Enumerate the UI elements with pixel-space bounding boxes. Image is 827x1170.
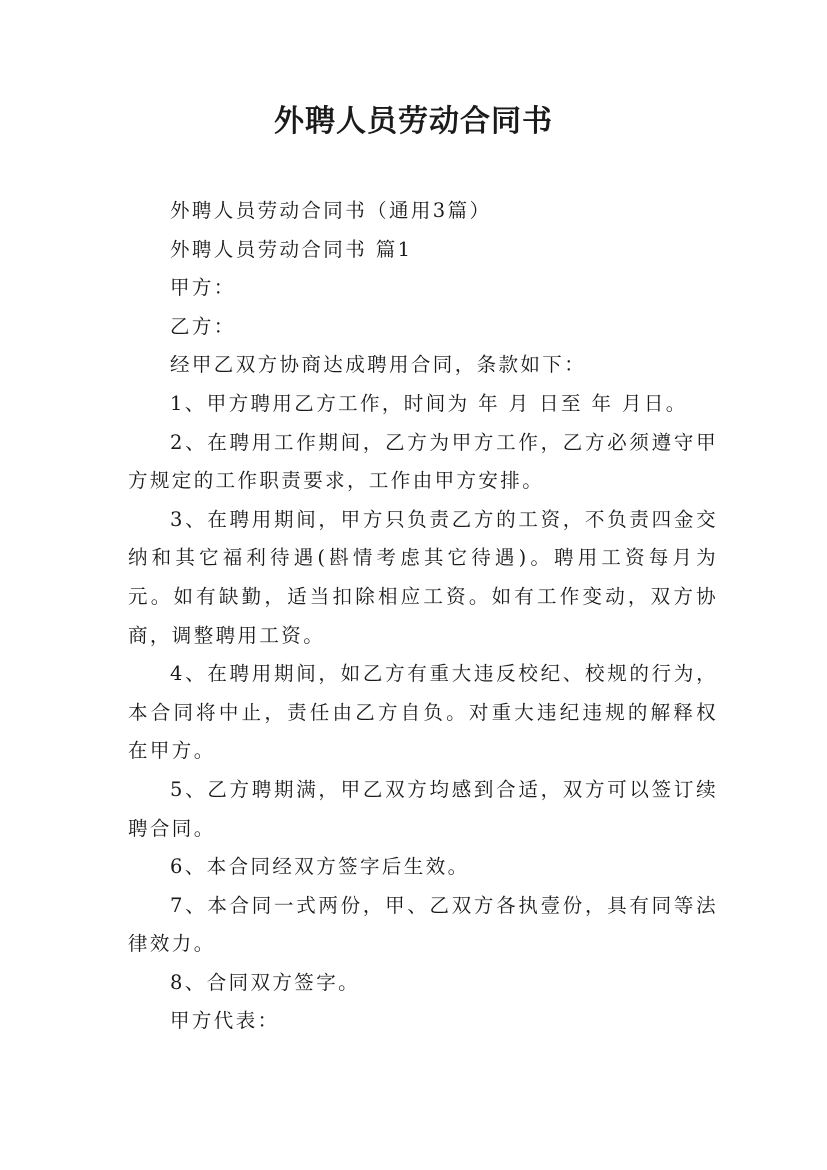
paragraph-party-a: 甲方： [170, 276, 236, 300]
clause-6: 6、本合同经双方签字后生效。 [170, 855, 470, 879]
paragraph-subtitle: 外聘人员劳动合同书（通用3篇） [170, 199, 492, 222]
paragraph-section-heading: 外聘人员劳动合同书 篇1 [170, 237, 413, 261]
clause-4: 4、在聘用期间，如乙方有重大违反校纪、校规的行为，本合同将中止，责任由乙方自负。对重大违纪违规的解释权在甲方。 [128, 662, 718, 763]
document-title: 外聘人员劳动合同书 [274, 104, 553, 139]
paragraph-intro: 经甲乙双方协商达成聘用合同，条款如下： [170, 353, 587, 377]
clause-5: 5、乙方聘期满，甲乙双方均感到合适，双方可以签订续聘合同。 [128, 777, 718, 840]
clause-8: 8、合同双方签字。 [170, 970, 361, 994]
paragraph-party-b: 乙方： [170, 314, 236, 338]
clause-3: 3、在聘用期间，甲方只负责乙方的工资，不负责四金交纳和其它福利待遇(斟情考虑其它待遇)。聘用工资每月为 元。如有缺勤，适当扣除相应工资。如有工作变动，双方协商，调整聘用工资。 [128, 507, 718, 647]
party-a-representative: 甲方代表： [170, 1009, 280, 1033]
clause-7: 7、本合同一式两份，甲、乙双方各执壹份，具有同等法律效力。 [128, 893, 718, 956]
document-body [128, 192, 718, 1041]
clause-2: 2、在聘用工作期间，乙方为甲方工作，乙方必须遵守甲方规定的工作职责要求，工作由甲方安排。 [128, 430, 718, 493]
clause-1: 1、甲方聘用乙方工作，时间为 年 月 日至 年 月日。 [170, 391, 688, 415]
